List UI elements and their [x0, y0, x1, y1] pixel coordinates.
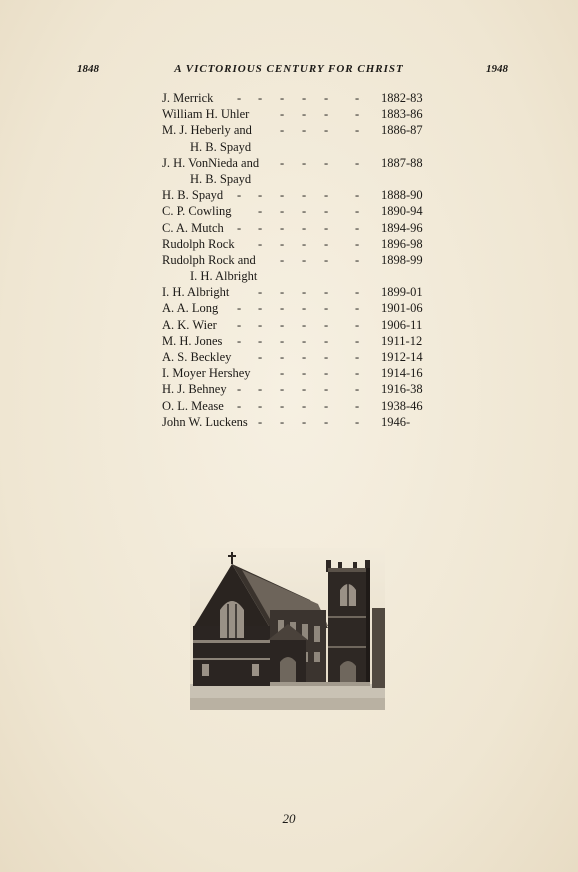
leader-dash: -: [324, 285, 329, 300]
pastor-name: Rudolph Rock: [162, 236, 235, 251]
leader-dash: -: [324, 301, 329, 316]
leader-dash: -: [302, 317, 307, 332]
leader-dash: -: [355, 414, 360, 429]
running-header: [0, 63, 578, 79]
pastor-years: 1888-90: [381, 188, 423, 203]
leader-dash: -: [258, 91, 263, 105]
leader-dash: -: [302, 91, 307, 105]
leader-dash: -: [355, 382, 360, 397]
pastor-years: 1899-01: [381, 285, 423, 300]
leader-dash: -: [355, 285, 360, 300]
leader-dash: -: [258, 398, 263, 413]
leader-dash: -: [258, 414, 263, 429]
pastor-years: 1882-83: [381, 91, 423, 105]
pastor-row: [162, 317, 442, 333]
pastor-years: 1898-99: [381, 252, 423, 267]
pastor-years: 1883-86: [381, 107, 423, 122]
pastor-name: M. H. Jones: [162, 333, 223, 348]
leader-dash: -: [237, 91, 242, 105]
leader-dash: -: [302, 382, 307, 397]
pastor-years: 1894-96: [381, 220, 423, 235]
leader-dash: -: [355, 204, 360, 219]
pastor-row: [162, 284, 442, 300]
leader-dash: -: [280, 123, 285, 138]
header-left-year: 1848: [77, 63, 99, 75]
leader-dash: -: [258, 204, 263, 219]
leader-dash: -: [280, 252, 285, 267]
leader-dash: -: [302, 107, 307, 122]
leader-dash: -: [258, 350, 263, 364]
pastor-row: [162, 106, 442, 122]
pastor-row: [162, 414, 442, 430]
leader-dash: -: [324, 317, 329, 332]
leader-dash: -: [237, 188, 242, 203]
leader-dash: -: [302, 366, 307, 381]
leader-dash: -: [355, 91, 360, 105]
leader-dash: -: [355, 236, 360, 251]
pastor-name: I. Moyer Hershey: [162, 366, 251, 381]
leader-dash: -: [302, 398, 307, 413]
pastor-row: [162, 349, 442, 365]
leader-dash: -: [324, 91, 329, 105]
leader-dash: -: [280, 220, 285, 235]
leader-dash: -: [324, 123, 329, 138]
pastor-years: 1946-: [381, 414, 411, 429]
leader-dash: -: [280, 382, 285, 397]
pastor-name: O. L. Mease: [162, 398, 224, 413]
leader-dash: -: [280, 236, 285, 251]
pastor-row: [162, 398, 442, 414]
leader-dash: -: [324, 366, 329, 381]
leader-dash: -: [302, 333, 307, 348]
leader-dash: -: [280, 414, 285, 429]
leader-dash: -: [237, 398, 242, 413]
leader-dash: -: [324, 107, 329, 122]
leader-dash: -: [280, 398, 285, 413]
pastor-row: [162, 155, 442, 171]
leader-dash: -: [355, 301, 360, 316]
pastor-name: John W. Luckens: [162, 414, 248, 429]
pastor-row: [162, 236, 442, 252]
pastor-name: H. B. Spayd: [162, 188, 224, 203]
leader-dash: -: [280, 333, 285, 348]
pastor-row: [162, 220, 442, 236]
leader-dash: -: [302, 236, 307, 251]
pastor-name: Rudolph Rock and: [162, 252, 256, 267]
leader-dash: -: [280, 285, 285, 300]
leader-dash: -: [324, 220, 329, 235]
pastor-list: [162, 90, 442, 430]
leader-dash: -: [302, 220, 307, 235]
leader-dash: -: [280, 350, 285, 364]
pastor-row: [162, 333, 442, 349]
pastor-name: J. H. VonNieda and: [162, 155, 260, 170]
pastor-years: 1887-88: [381, 155, 423, 170]
pastor-years: 1912-14: [381, 350, 423, 364]
leader-dash: -: [237, 333, 242, 348]
pastor-row: [162, 203, 442, 219]
leader-dash: -: [302, 414, 307, 429]
pastor-name: C. A. Mutch: [162, 220, 224, 235]
leader-dash: -: [324, 236, 329, 251]
leader-dash: -: [258, 188, 263, 203]
leader-dash: -: [324, 252, 329, 267]
pastor-years: 1916-38: [381, 382, 423, 397]
leader-dash: -: [258, 382, 263, 397]
leader-dash: -: [237, 382, 242, 397]
leader-dash: -: [355, 350, 360, 364]
pastor-row: [162, 187, 442, 203]
leader-dash: -: [302, 252, 307, 267]
leader-dash: -: [302, 123, 307, 138]
leader-dash: -: [355, 188, 360, 203]
leader-dash: -: [258, 236, 263, 251]
pastor-name: A. A. Long: [162, 301, 219, 316]
pastor-row: [162, 365, 442, 381]
leader-dash: -: [280, 317, 285, 332]
pastor-years: 1886-87: [381, 123, 423, 138]
leader-dash: -: [280, 301, 285, 316]
leader-dash: -: [355, 333, 360, 348]
pastor-years: 1896-98: [381, 236, 423, 251]
pastor-row: [162, 252, 442, 268]
leader-dash: -: [355, 398, 360, 413]
leader-dash: -: [280, 107, 285, 122]
leader-dash: -: [324, 350, 329, 364]
pastor-years: 1914-16: [381, 366, 423, 381]
leader-dash: -: [324, 398, 329, 413]
leader-dash: -: [237, 301, 242, 316]
leader-dash: -: [355, 155, 360, 170]
leader-dash: -: [237, 220, 242, 235]
leader-dash: -: [324, 333, 329, 348]
leader-dash: -: [302, 204, 307, 219]
leader-dash: -: [258, 285, 263, 300]
pastor-row: [162, 381, 442, 397]
pastor-name-continuation: H. B. Spayd: [190, 171, 252, 186]
leader-dash: -: [302, 350, 307, 364]
pastor-name: M. J. Heberly and: [162, 123, 252, 138]
leader-dash: -: [258, 301, 263, 316]
pastor-years: 1901-06: [381, 301, 423, 316]
pastor-name: J. Merrick: [162, 91, 214, 105]
leader-dash: -: [324, 155, 329, 170]
leader-dash: -: [280, 204, 285, 219]
pastor-years: 1938-46: [381, 398, 423, 413]
leader-dash: -: [355, 220, 360, 235]
leader-dash: -: [280, 366, 285, 381]
leader-dash: -: [355, 123, 360, 138]
pastor-name: H. J. Behney: [162, 382, 227, 397]
leader-dash: -: [355, 107, 360, 122]
header-right-year: 1948: [486, 63, 508, 75]
header-title: A VICTORIOUS CENTURY FOR CHRIST: [174, 63, 404, 75]
leader-dash: -: [258, 317, 263, 332]
leader-dash: -: [355, 317, 360, 332]
pastor-years: 1911-12: [381, 333, 423, 348]
leader-dash: -: [324, 414, 329, 429]
church-illustration: [190, 548, 385, 710]
pastor-row: [162, 122, 442, 138]
leader-dash: -: [355, 366, 360, 381]
leader-dash: -: [324, 188, 329, 203]
leader-dash: -: [258, 220, 263, 235]
pastor-name-continuation: H. B. Spayd: [190, 139, 252, 154]
pastor-row: [162, 300, 442, 316]
pastor-name: A. K. Wier: [162, 317, 217, 332]
church-photo: [190, 548, 385, 710]
pastor-years: 1890-94: [381, 204, 423, 219]
leader-dash: -: [280, 91, 285, 105]
leader-dash: -: [302, 155, 307, 170]
pastor-name: William H. Uhler: [162, 107, 250, 122]
leader-dash: -: [302, 188, 307, 203]
leader-dash: -: [324, 204, 329, 219]
leader-dash: -: [302, 301, 307, 316]
leader-dash: -: [355, 252, 360, 267]
leader-dash: -: [280, 155, 285, 170]
pastor-name: I. H. Albright: [162, 285, 230, 300]
pastor-name-continuation: I. H. Albright: [190, 269, 258, 284]
leader-dash: -: [280, 188, 285, 203]
pastor-name: C. P. Cowling: [162, 204, 232, 219]
pastor-name: A. S. Beckley: [162, 350, 232, 364]
leader-dash: -: [302, 285, 307, 300]
page-number: 20: [282, 811, 296, 826]
pastor-years: 1906-11: [381, 317, 423, 332]
leader-dash: -: [258, 333, 263, 348]
leader-dash: -: [324, 382, 329, 397]
leader-dash: -: [237, 317, 242, 332]
pastor-row: [162, 90, 442, 106]
